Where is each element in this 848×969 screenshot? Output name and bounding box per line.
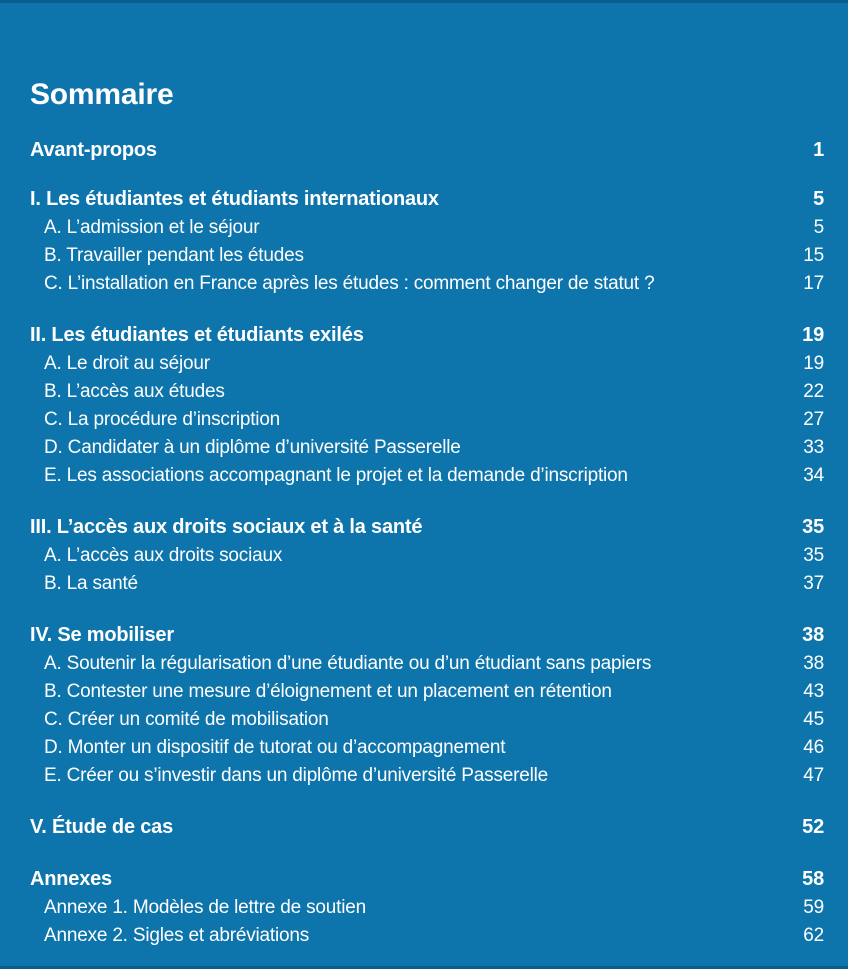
toc-entry-page: 19 — [802, 324, 824, 346]
toc-entry-page: 35 — [802, 516, 824, 538]
toc-entry-2-b[interactable] — [30, 378, 824, 406]
toc-entry-1-c[interactable] — [30, 270, 824, 298]
toc-entry-2-c[interactable] — [30, 406, 824, 434]
toc-entry-page: 27 — [803, 409, 824, 430]
toc-entry-label: Avant-propos — [30, 139, 157, 161]
toc-entry-label: C. Créer un comité de mobilisation — [44, 709, 329, 730]
toc-entry-label: E. Créer ou s’investir dans un diplôme d’université Passerelle — [44, 765, 549, 786]
toc-entry-label: III. L’accès aux droits sociaux et à la santé — [30, 516, 423, 538]
toc-section-internationaux — [30, 184, 824, 298]
toc-section-droits-sociaux — [30, 512, 824, 598]
toc-entry-1-a[interactable] — [30, 214, 824, 242]
toc-entry-label: II. Les étudiantes et étudiants exilés — [30, 324, 364, 346]
toc-entry-section-2[interactable] — [30, 320, 824, 350]
toc-entry-page: 59 — [803, 897, 824, 918]
toc-entry-label: B. La santé — [44, 573, 138, 594]
toc-entry-2-d[interactable] — [30, 434, 824, 462]
toc-entry-page: 37 — [803, 573, 824, 594]
toc-entry-page: 43 — [803, 681, 824, 702]
toc-section-annexes — [30, 864, 824, 950]
toc-entry-label: E. Les associations accompagnant le projet et la demande d’inscription — [44, 465, 628, 486]
toc-entry-page: 38 — [802, 624, 824, 646]
toc-entry-label: Annexes — [30, 868, 112, 890]
toc-entry-3-a[interactable] — [30, 542, 824, 570]
toc-entry-label: Annexe 1. Modèles de lettre de soutien — [44, 897, 366, 918]
toc-entry-label: A. Soutenir la régularisation d’une étudiante ou d’un étudiant sans papiers — [44, 653, 652, 674]
toc-section-se-mobiliser — [30, 620, 824, 790]
toc-entry-page: 17 — [803, 273, 824, 294]
page-top-edge — [0, 0, 848, 3]
toc-entry-page: 45 — [803, 709, 824, 730]
toc-entry-label: D. Candidater à un diplôme d’université Passerelle — [44, 437, 461, 458]
toc-entry-page: 22 — [803, 381, 824, 402]
toc-entry-4-c[interactable] — [30, 706, 824, 734]
toc-entry-avant-propos[interactable] — [30, 138, 824, 162]
toc-entry-section-1[interactable] — [30, 184, 824, 214]
toc-entry-label: A. L’accès aux droits sociaux — [44, 545, 283, 566]
toc-entry-page: 5 — [813, 217, 824, 238]
toc-entry-page: 15 — [803, 245, 824, 266]
toc-entry-label: C. La procédure d’inscription — [44, 409, 281, 430]
toc-entry-section-6[interactable] — [30, 864, 824, 894]
toc-entry-label: I. Les étudiantes et étudiants internationaux — [30, 188, 439, 210]
toc-entry-label: Annexe 2. Sigles et abréviations — [44, 925, 310, 946]
toc-entry-4-e[interactable] — [30, 762, 824, 790]
toc-entry-label: C. L’installation en France après les études : comment changer de statut ? — [44, 273, 655, 294]
toc-entry-label: B. Contester une mesure d’éloignement et un placement en rétention — [44, 681, 612, 702]
toc-entry-label: B. L’accès aux études — [44, 381, 225, 402]
toc-entry-annexe-2[interactable] — [30, 922, 824, 950]
toc-entry-page: 35 — [803, 545, 824, 566]
toc-entry-4-b[interactable] — [30, 678, 824, 706]
toc-entry-page: 47 — [803, 765, 824, 786]
page-title: Sommaire — [30, 78, 174, 111]
toc-entry-page: 5 — [813, 188, 824, 210]
toc-section-etude-de-cas — [30, 812, 824, 842]
toc-entry-4-a[interactable] — [30, 650, 824, 678]
toc-entry-label: IV. Se mobiliser — [30, 624, 174, 646]
toc-entry-4-d[interactable] — [30, 734, 824, 762]
toc-entry-page: 62 — [803, 925, 824, 946]
toc-entry-annexe-1[interactable] — [30, 894, 824, 922]
toc-entry-2-a[interactable] — [30, 350, 824, 378]
toc-entry-label: D. Monter un dispositif de tutorat ou d’accompagnement — [44, 737, 506, 758]
toc-entry-2-e[interactable] — [30, 462, 824, 490]
toc-section-exiles — [30, 320, 824, 490]
toc-entry-page: 38 — [803, 653, 824, 674]
toc-entry-1-b[interactable] — [30, 242, 824, 270]
toc-entry-page: 34 — [803, 465, 824, 486]
toc-entry-page: 33 — [803, 437, 824, 458]
toc-entry-page: 1 — [813, 139, 824, 161]
toc-entry-page: 19 — [803, 353, 824, 374]
toc-entry-page: 46 — [803, 737, 824, 758]
toc-entry-section-3[interactable] — [30, 512, 824, 542]
toc-entry-page: 58 — [802, 868, 824, 890]
toc-entry-label: V. Étude de cas — [30, 816, 173, 838]
toc-entry-3-b[interactable] — [30, 570, 824, 598]
toc-entry-section-4[interactable] — [30, 620, 824, 650]
toc-entry-label: A. L’admission et le séjour — [44, 217, 260, 238]
toc-entry-label: A. Le droit au séjour — [44, 353, 210, 374]
toc-entry-page: 52 — [802, 816, 824, 838]
toc-entry-label: B. Travailler pendant les études — [44, 245, 304, 266]
toc-entry-section-5[interactable] — [30, 812, 824, 842]
